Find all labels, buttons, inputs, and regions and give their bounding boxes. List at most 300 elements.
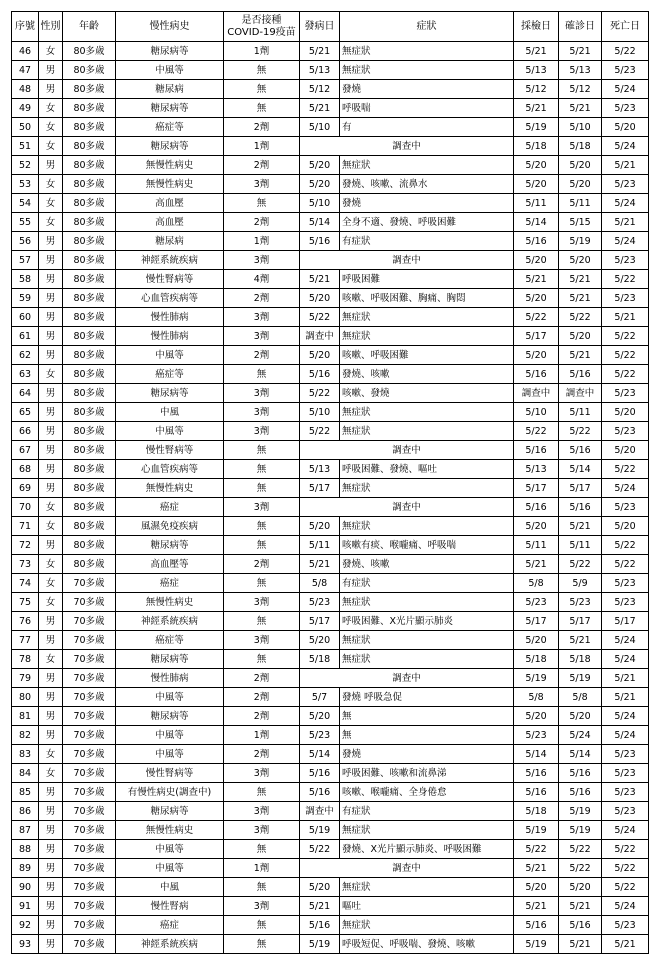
chronic-history-cell: 糖尿病等 — [116, 137, 224, 156]
vaccination-cell: 無 — [224, 99, 300, 118]
age-cell: 80多歲 — [63, 80, 116, 99]
serial-cell: 61 — [12, 327, 39, 346]
confirmed-date-cell: 5/15 — [559, 213, 602, 232]
vaccination-cell: 無 — [224, 80, 300, 99]
symptoms-cell: 無症狀 — [340, 593, 514, 612]
symptoms-cell: 有症狀 — [340, 802, 514, 821]
vaccination-cell: 2劑 — [224, 118, 300, 137]
vaccination-cell: 3劑 — [224, 384, 300, 403]
vaccination-cell: 3劑 — [224, 403, 300, 422]
onset-date-cell: 5/13 — [300, 460, 340, 479]
vaccination-cell: 無 — [224, 935, 300, 954]
sampling-date-cell: 5/18 — [514, 137, 559, 156]
onset-date-cell: 5/17 — [300, 479, 340, 498]
sex-cell: 男 — [39, 289, 63, 308]
serial-cell: 58 — [12, 270, 39, 289]
chronic-history-cell: 無慢性病史 — [116, 479, 224, 498]
chronic-history-cell: 高血壓等 — [116, 555, 224, 574]
confirmed-date-cell: 5/21 — [559, 631, 602, 650]
serial-cell: 51 — [12, 137, 39, 156]
age-cell: 80多歲 — [63, 460, 116, 479]
serial-cell: 66 — [12, 422, 39, 441]
symptoms-cell: 無症狀 — [340, 308, 514, 327]
onset-date-cell: 5/10 — [300, 194, 340, 213]
death-date-cell: 5/22 — [602, 270, 649, 289]
age-cell: 80多歲 — [63, 156, 116, 175]
vaccination-cell: 無 — [224, 650, 300, 669]
sampling-date-cell: 5/21 — [514, 42, 559, 61]
table-row — [12, 365, 649, 384]
serial-cell: 79 — [12, 669, 39, 688]
vaccination-cell: 2劑 — [224, 688, 300, 707]
sampling-date-cell: 5/20 — [514, 156, 559, 175]
table-row — [12, 555, 649, 574]
symptoms-cell: 呼吸喘 — [340, 99, 514, 118]
onset-date-cell: 5/13 — [300, 61, 340, 80]
serial-cell: 53 — [12, 175, 39, 194]
serial-cell: 48 — [12, 80, 39, 99]
age-cell: 80多歲 — [63, 251, 116, 270]
sex-cell: 男 — [39, 688, 63, 707]
symptoms-cell: 發燒 呼吸急促 — [340, 688, 514, 707]
death-date-cell: 5/24 — [602, 650, 649, 669]
confirmed-date-cell: 5/11 — [559, 194, 602, 213]
serial-cell: 63 — [12, 365, 39, 384]
table-row — [12, 403, 649, 422]
sex-cell: 女 — [39, 593, 63, 612]
table-row — [12, 878, 649, 897]
death-date-cell: 5/23 — [602, 175, 649, 194]
table-row — [12, 175, 649, 194]
onset-date-cell: 5/21 — [300, 270, 340, 289]
sampling-date-cell: 5/20 — [514, 631, 559, 650]
serial-cell: 49 — [12, 99, 39, 118]
table-row — [12, 935, 649, 954]
sampling-date-cell: 5/20 — [514, 175, 559, 194]
sex-cell: 女 — [39, 574, 63, 593]
sex-cell: 女 — [39, 365, 63, 384]
table-row — [12, 441, 649, 460]
death-date-cell: 5/24 — [602, 232, 649, 251]
sampling-date-cell: 5/12 — [514, 80, 559, 99]
vaccination-cell: 3劑 — [224, 897, 300, 916]
sex-cell: 男 — [39, 726, 63, 745]
serial-cell: 93 — [12, 935, 39, 954]
confirmed-date-cell: 5/22 — [559, 308, 602, 327]
vaccination-cell: 無 — [224, 194, 300, 213]
chronic-history-cell: 中風等 — [116, 688, 224, 707]
onset-date-cell: 5/10 — [300, 403, 340, 422]
chronic-history-cell: 慢性腎病 — [116, 897, 224, 916]
confirmed-date-cell: 5/21 — [559, 935, 602, 954]
death-date-cell: 5/20 — [602, 517, 649, 536]
vaccination-cell: 無 — [224, 916, 300, 935]
serial-cell: 85 — [12, 783, 39, 802]
onset-date-cell: 5/16 — [300, 916, 340, 935]
death-date-cell: 5/21 — [602, 669, 649, 688]
confirmed-date-cell: 5/16 — [559, 783, 602, 802]
serial-cell: 55 — [12, 213, 39, 232]
onset-date-cell: 5/14 — [300, 745, 340, 764]
table-row — [12, 422, 649, 441]
under-investigation-cell: 調查中 — [300, 669, 514, 688]
onset-date-cell: 調查中 — [300, 802, 340, 821]
serial-cell: 68 — [12, 460, 39, 479]
death-date-cell: 5/24 — [602, 631, 649, 650]
sampling-date-cell: 5/16 — [514, 764, 559, 783]
death-date-cell: 5/21 — [602, 213, 649, 232]
symptoms-cell: 無 — [340, 707, 514, 726]
onset-date-cell: 5/21 — [300, 42, 340, 61]
confirmed-date-cell: 5/21 — [559, 897, 602, 916]
sampling-date-cell: 5/19 — [514, 669, 559, 688]
death-date-cell: 5/24 — [602, 137, 649, 156]
age-cell: 80多歲 — [63, 479, 116, 498]
onset-date-cell: 調查中 — [300, 327, 340, 346]
serial-cell: 47 — [12, 61, 39, 80]
age-cell: 80多歲 — [63, 422, 116, 441]
age-cell: 70多歲 — [63, 878, 116, 897]
confirmed-date-cell: 5/14 — [559, 460, 602, 479]
age-cell: 80多歲 — [63, 536, 116, 555]
sex-cell: 男 — [39, 384, 63, 403]
age-cell: 70多歲 — [63, 631, 116, 650]
confirmed-date-cell: 5/13 — [559, 61, 602, 80]
table-row — [12, 498, 649, 517]
sex-cell: 女 — [39, 650, 63, 669]
symptoms-cell: 發燒、咳嗽 — [340, 365, 514, 384]
symptoms-cell: 呼吸困難、發燒、嘔吐 — [340, 460, 514, 479]
symptoms-cell: 無症狀 — [340, 42, 514, 61]
onset-date-cell: 5/8 — [300, 574, 340, 593]
serial-cell: 73 — [12, 555, 39, 574]
confirmed-date-cell: 5/20 — [559, 707, 602, 726]
vaccination-cell: 無 — [224, 61, 300, 80]
confirmed-date-cell: 5/19 — [559, 802, 602, 821]
sampling-date-cell: 5/8 — [514, 688, 559, 707]
age-cell: 70多歲 — [63, 859, 116, 878]
vaccination-cell: 2劑 — [224, 346, 300, 365]
symptoms-cell: 咳嗽、呼吸困難 — [340, 346, 514, 365]
vaccination-cell: 無 — [224, 574, 300, 593]
table-row — [12, 137, 649, 156]
vaccination-cell: 無 — [224, 783, 300, 802]
table-row — [12, 156, 649, 175]
symptoms-cell: 發燒 — [340, 745, 514, 764]
sex-cell: 女 — [39, 194, 63, 213]
age-cell: 80多歲 — [63, 308, 116, 327]
death-date-cell: 5/22 — [602, 859, 649, 878]
table-row — [12, 61, 649, 80]
sex-cell: 男 — [39, 460, 63, 479]
serial-cell: 91 — [12, 897, 39, 916]
chronic-history-cell: 高血壓 — [116, 213, 224, 232]
sex-cell: 男 — [39, 251, 63, 270]
table-row — [12, 118, 649, 137]
chronic-history-cell: 慢性肺病 — [116, 669, 224, 688]
age-cell: 80多歲 — [63, 441, 116, 460]
onset-date-cell: 5/18 — [300, 650, 340, 669]
table-row — [12, 802, 649, 821]
onset-date-cell: 5/14 — [300, 213, 340, 232]
serial-cell: 83 — [12, 745, 39, 764]
age-cell: 70多歲 — [63, 802, 116, 821]
serial-cell: 92 — [12, 916, 39, 935]
sampling-date-cell: 5/16 — [514, 498, 559, 517]
onset-date-cell: 5/16 — [300, 365, 340, 384]
sampling-date-cell: 5/23 — [514, 726, 559, 745]
sampling-date-cell: 5/20 — [514, 346, 559, 365]
vaccination-cell: 3劑 — [224, 498, 300, 517]
onset-date-cell: 5/12 — [300, 80, 340, 99]
age-cell: 80多歲 — [63, 61, 116, 80]
sex-cell: 男 — [39, 80, 63, 99]
death-date-cell: 5/21 — [602, 688, 649, 707]
serial-cell: 74 — [12, 574, 39, 593]
vaccination-cell: 3劑 — [224, 764, 300, 783]
sampling-date-cell: 5/16 — [514, 916, 559, 935]
sampling-date-cell: 5/16 — [514, 232, 559, 251]
onset-date-cell: 5/23 — [300, 726, 340, 745]
death-date-cell: 5/23 — [602, 802, 649, 821]
sex-cell: 女 — [39, 118, 63, 137]
chronic-history-cell: 糖尿病等 — [116, 802, 224, 821]
sex-cell: 男 — [39, 935, 63, 954]
confirmed-date-cell: 5/16 — [559, 498, 602, 517]
symptoms-cell: 無症狀 — [340, 517, 514, 536]
onset-date-cell: 5/7 — [300, 688, 340, 707]
vaccination-cell: 2劑 — [224, 707, 300, 726]
confirmed-date-cell: 5/20 — [559, 251, 602, 270]
death-date-cell: 5/22 — [602, 536, 649, 555]
age-cell: 80多歲 — [63, 289, 116, 308]
confirmed-date-cell: 5/22 — [559, 859, 602, 878]
serial-cell: 80 — [12, 688, 39, 707]
sampling-date-cell: 5/11 — [514, 536, 559, 555]
age-cell: 80多歲 — [63, 175, 116, 194]
vaccination-cell: 1劑 — [224, 859, 300, 878]
chronic-history-cell: 風濕免疫疾病 — [116, 517, 224, 536]
age-cell: 80多歲 — [63, 498, 116, 517]
table-row — [12, 384, 649, 403]
chronic-history-cell: 癌症等 — [116, 118, 224, 137]
age-cell: 70多歲 — [63, 916, 116, 935]
header-age: 年齡 — [63, 12, 116, 42]
serial-cell: 78 — [12, 650, 39, 669]
table-row — [12, 897, 649, 916]
sex-cell: 女 — [39, 498, 63, 517]
table-row — [12, 612, 649, 631]
sampling-date-cell: 5/19 — [514, 935, 559, 954]
sex-cell: 女 — [39, 555, 63, 574]
confirmed-date-cell: 5/22 — [559, 422, 602, 441]
symptoms-cell: 呼吸短促、呼吸喘、發燒、咳嗽 — [340, 935, 514, 954]
symptoms-cell: 呼吸困難 — [340, 270, 514, 289]
sex-cell: 女 — [39, 745, 63, 764]
death-date-cell: 5/23 — [602, 99, 649, 118]
onset-date-cell: 5/17 — [300, 612, 340, 631]
serial-cell: 60 — [12, 308, 39, 327]
age-cell: 80多歲 — [63, 194, 116, 213]
symptoms-cell: 有 — [340, 118, 514, 137]
chronic-history-cell: 無慢性病史 — [116, 175, 224, 194]
age-cell: 70多歲 — [63, 726, 116, 745]
chronic-history-cell: 中風等 — [116, 859, 224, 878]
death-date-cell: 5/23 — [602, 574, 649, 593]
symptoms-cell: 發燒、X光片顯示肺炎、呼吸困難 — [340, 840, 514, 859]
chronic-history-cell: 癌症 — [116, 498, 224, 517]
header-symptoms: 症狀 — [340, 12, 514, 42]
confirmed-date-cell: 5/14 — [559, 745, 602, 764]
death-date-cell: 5/23 — [602, 783, 649, 802]
vaccination-cell: 無 — [224, 479, 300, 498]
age-cell: 70多歲 — [63, 707, 116, 726]
confirmed-date-cell: 5/20 — [559, 156, 602, 175]
age-cell: 70多歲 — [63, 840, 116, 859]
vaccination-cell: 2劑 — [224, 745, 300, 764]
onset-date-cell: 5/11 — [300, 536, 340, 555]
chronic-history-cell: 中風等 — [116, 726, 224, 745]
serial-cell: 87 — [12, 821, 39, 840]
chronic-history-cell: 神經系統疾病 — [116, 251, 224, 270]
death-date-cell: 5/24 — [602, 80, 649, 99]
confirmed-date-cell: 5/17 — [559, 479, 602, 498]
death-date-cell: 5/24 — [602, 479, 649, 498]
serial-cell: 81 — [12, 707, 39, 726]
sex-cell: 男 — [39, 232, 63, 251]
vaccination-cell: 3劑 — [224, 327, 300, 346]
confirmed-date-cell: 5/19 — [559, 232, 602, 251]
vaccination-cell: 4劑 — [224, 270, 300, 289]
confirmed-date-cell: 5/19 — [559, 669, 602, 688]
vaccination-cell: 無 — [224, 441, 300, 460]
table-row — [12, 99, 649, 118]
chronic-history-cell: 中風 — [116, 878, 224, 897]
vaccination-cell: 無 — [224, 365, 300, 384]
age-cell: 80多歲 — [63, 403, 116, 422]
serial-cell: 71 — [12, 517, 39, 536]
confirmed-date-cell: 5/19 — [559, 821, 602, 840]
sex-cell: 男 — [39, 308, 63, 327]
onset-date-cell: 5/22 — [300, 840, 340, 859]
under-investigation-cell: 調查中 — [300, 137, 514, 156]
serial-cell: 86 — [12, 802, 39, 821]
table-row — [12, 631, 649, 650]
vaccination-cell: 2劑 — [224, 289, 300, 308]
onset-date-cell: 5/20 — [300, 631, 340, 650]
table-row — [12, 669, 649, 688]
confirmed-date-cell: 5/16 — [559, 764, 602, 783]
confirmed-date-cell: 5/21 — [559, 346, 602, 365]
sampling-date-cell: 5/16 — [514, 783, 559, 802]
sampling-date-cell: 5/20 — [514, 707, 559, 726]
vaccination-cell: 3劑 — [224, 175, 300, 194]
onset-date-cell: 5/16 — [300, 232, 340, 251]
age-cell: 70多歲 — [63, 650, 116, 669]
chronic-history-cell: 高血壓 — [116, 194, 224, 213]
vaccination-cell: 2劑 — [224, 156, 300, 175]
serial-cell: 62 — [12, 346, 39, 365]
death-date-cell: 5/24 — [602, 897, 649, 916]
chronic-history-cell: 心血管疾病等 — [116, 460, 224, 479]
table-row — [12, 289, 649, 308]
onset-date-cell: 5/16 — [300, 783, 340, 802]
confirmed-date-cell: 5/8 — [559, 688, 602, 707]
vaccination-cell: 1劑 — [224, 726, 300, 745]
sex-cell: 男 — [39, 631, 63, 650]
confirmed-date-cell: 5/10 — [559, 118, 602, 137]
serial-cell: 72 — [12, 536, 39, 555]
serial-cell: 64 — [12, 384, 39, 403]
serial-cell: 76 — [12, 612, 39, 631]
serial-cell: 46 — [12, 42, 39, 61]
sampling-date-cell: 5/21 — [514, 859, 559, 878]
serial-cell: 88 — [12, 840, 39, 859]
confirmed-date-cell: 5/24 — [559, 726, 602, 745]
sampling-date-cell: 5/22 — [514, 422, 559, 441]
serial-cell: 57 — [12, 251, 39, 270]
sex-cell: 女 — [39, 175, 63, 194]
symptoms-cell: 呼吸困難、咳嗽和流鼻涕 — [340, 764, 514, 783]
vaccination-cell: 無 — [224, 517, 300, 536]
onset-date-cell: 5/20 — [300, 289, 340, 308]
symptoms-cell: 無症狀 — [340, 422, 514, 441]
sampling-date-cell: 5/18 — [514, 802, 559, 821]
sampling-date-cell: 5/16 — [514, 441, 559, 460]
sex-cell: 男 — [39, 346, 63, 365]
onset-date-cell: 5/22 — [300, 384, 340, 403]
table-row — [12, 194, 649, 213]
chronic-history-cell: 糖尿病等 — [116, 99, 224, 118]
confirmed-date-cell: 5/17 — [559, 612, 602, 631]
death-date-cell: 5/22 — [602, 878, 649, 897]
serial-cell: 82 — [12, 726, 39, 745]
age-cell: 80多歲 — [63, 517, 116, 536]
chronic-history-cell: 神經系統疾病 — [116, 935, 224, 954]
sampling-date-cell: 5/8 — [514, 574, 559, 593]
age-cell: 80多歲 — [63, 99, 116, 118]
table-body — [12, 42, 649, 954]
sampling-date-cell: 5/20 — [514, 517, 559, 536]
vaccination-cell: 無 — [224, 536, 300, 555]
table-row — [12, 745, 649, 764]
age-cell: 80多歲 — [63, 346, 116, 365]
vaccination-cell: 2劑 — [224, 213, 300, 232]
vaccination-cell: 3劑 — [224, 422, 300, 441]
death-date-cell: 5/20 — [602, 441, 649, 460]
chronic-history-cell: 癌症等 — [116, 365, 224, 384]
chronic-history-cell: 中風 — [116, 403, 224, 422]
header-serial: 序號 — [12, 12, 39, 42]
onset-date-cell: 5/22 — [300, 308, 340, 327]
chronic-history-cell: 無慢性病史 — [116, 156, 224, 175]
table-row — [12, 916, 649, 935]
table-row — [12, 42, 649, 61]
confirmed-date-cell: 5/22 — [559, 555, 602, 574]
chronic-history-cell: 中風等 — [116, 346, 224, 365]
sampling-date-cell: 5/21 — [514, 270, 559, 289]
serial-cell: 69 — [12, 479, 39, 498]
table-row — [12, 346, 649, 365]
age-cell: 70多歲 — [63, 897, 116, 916]
chronic-history-cell: 糖尿病等 — [116, 384, 224, 403]
death-date-cell: 5/22 — [602, 346, 649, 365]
chronic-history-cell: 中風等 — [116, 745, 224, 764]
sampling-date-cell: 5/20 — [514, 878, 559, 897]
sex-cell: 男 — [39, 536, 63, 555]
symptoms-cell: 發燒 — [340, 194, 514, 213]
sampling-date-cell: 調查中 — [514, 384, 559, 403]
